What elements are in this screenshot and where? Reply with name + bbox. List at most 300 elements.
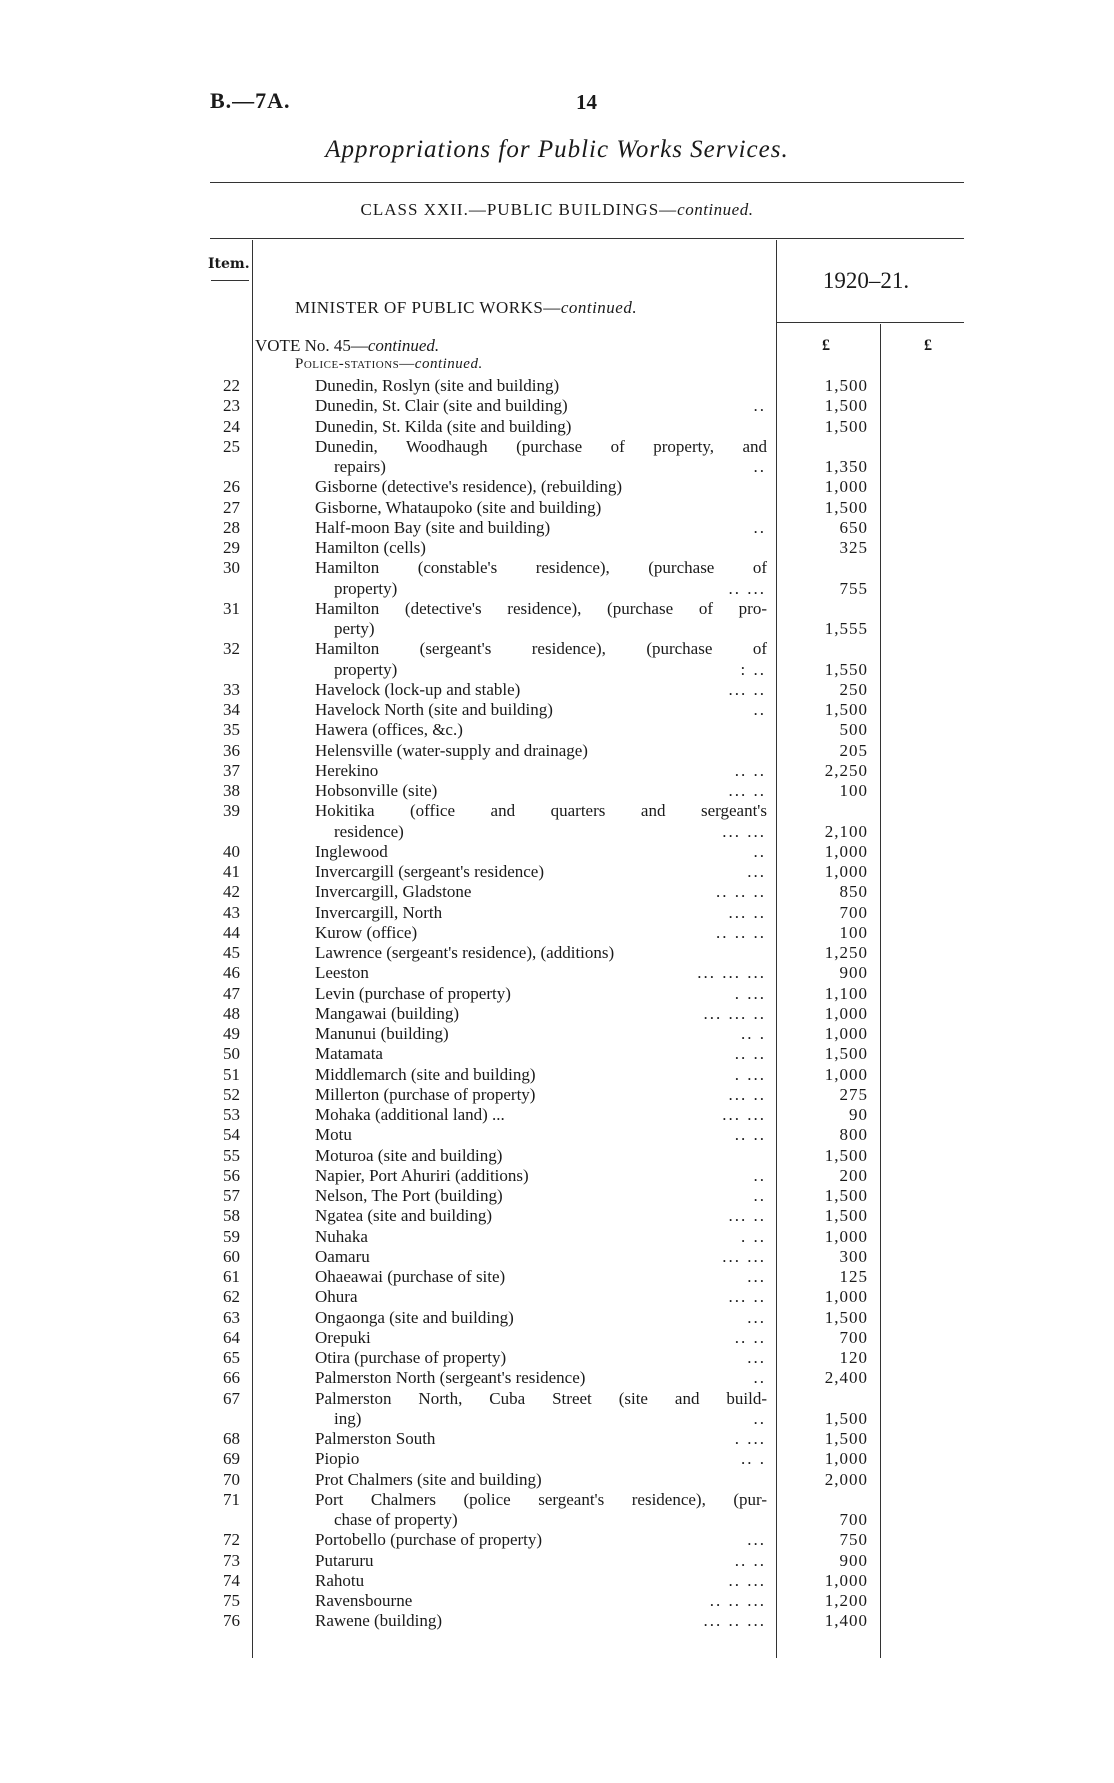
item-number: 38: [223, 781, 240, 800]
item-amount: 200: [839, 1165, 868, 1185]
item-amount: 325: [839, 538, 868, 557]
table-row: [0, 1004, 1114, 1024]
item-amount: 250: [839, 679, 868, 699]
title-rule: [210, 182, 964, 183]
item-description: chase of property): [334, 1510, 458, 1529]
table-row: [0, 862, 1114, 882]
table-row: [0, 1409, 1114, 1429]
item-number: 48: [223, 1003, 240, 1023]
section-heading-main: Police-stations—: [295, 356, 415, 372]
item-description: residence): [334, 821, 404, 841]
leader-dots: ... ..: [728, 1206, 766, 1226]
item-amount: 1,000: [824, 1287, 868, 1307]
table-row: [0, 1571, 1114, 1591]
table-row: [0, 1368, 1114, 1388]
item-amount: 1,350: [824, 457, 868, 476]
item-description: Lawrence (sergeant's residence), (additions): [315, 943, 615, 962]
minister-heading-main: MINISTER OF PUBLIC WORKS—: [295, 298, 561, 317]
item-description: Hamilton (detective's residence), (purchase of pro-: [315, 598, 767, 618]
item-number: 72: [223, 1530, 240, 1550]
leader-dots: ... ...: [722, 821, 766, 841]
table-row: [0, 1065, 1114, 1085]
leader-dots: .. ..: [734, 1125, 766, 1145]
item-description: Inglewood: [315, 841, 388, 861]
leader-dots: ..: [753, 1408, 766, 1428]
item-number: 26: [223, 477, 240, 497]
table-row: [0, 1287, 1114, 1307]
item-amount: 1,500: [824, 1206, 868, 1226]
currency-symbol-total: £: [924, 337, 932, 354]
item-description: Piopio: [315, 1449, 360, 1469]
leader-dots: ... ..: [728, 1287, 766, 1307]
item-amount: 1,250: [824, 943, 868, 962]
item-amount: 120: [839, 1348, 868, 1367]
item-description: Oamaru: [315, 1246, 370, 1266]
table-row: [0, 518, 1114, 538]
table-row: [0, 1206, 1114, 1226]
table-row: [0, 1328, 1114, 1348]
item-description: Hokitika (office and quarters and sergeant's: [315, 801, 767, 821]
table-row: [0, 1024, 1114, 1044]
item-number: 28: [223, 517, 240, 537]
table-row: [0, 498, 1114, 518]
leader-dots: .. ..: [734, 1327, 766, 1347]
item-amount: 755: [839, 578, 868, 598]
vote-heading: [255, 336, 439, 356]
item-amount: 1,400: [824, 1611, 868, 1631]
leader-dots: .. .: [741, 1024, 766, 1043]
item-description: Kurow (office): [315, 922, 418, 942]
item-number: 34: [223, 700, 240, 719]
item-description: Ohura: [315, 1287, 358, 1307]
leader-dots: .. .. ..: [716, 922, 766, 942]
leader-dots: . ...: [734, 983, 766, 1003]
item-number: 54: [223, 1125, 240, 1145]
section-heading-continued: continued.: [414, 356, 483, 372]
leader-dots: .. .: [741, 1449, 766, 1469]
document-title: Appropriations for Public Works Services.: [325, 136, 789, 163]
leader-dots: .. .. ..: [716, 882, 766, 902]
table-row: [0, 680, 1114, 700]
item-description: Hamilton (cells): [315, 538, 426, 557]
item-amount: 650: [839, 517, 868, 537]
table-row: [0, 1044, 1114, 1064]
leader-dots: .. ..: [734, 760, 766, 780]
table-row: [0, 1146, 1114, 1166]
table-row: [0, 1551, 1114, 1571]
table-row: [0, 1611, 1114, 1631]
leader-dots: . ...: [734, 1064, 766, 1084]
year-header: 1920–21.: [822, 268, 910, 293]
item-number: 51: [223, 1064, 240, 1084]
item-amount: 1,500: [824, 1429, 868, 1448]
item-description: Palmerston North, Cuba Street (site and build-: [315, 1388, 767, 1408]
item-header-rule: [211, 280, 249, 281]
minister-heading-continued: continued.: [560, 298, 638, 317]
item-amount: 750: [839, 1530, 868, 1550]
leader-dots: .. ...: [728, 578, 766, 598]
item-description: Prot Chalmers (site and building): [315, 1469, 542, 1489]
leader-dots: .. .. ...: [709, 1591, 766, 1610]
item-amount: 1,000: [824, 1226, 868, 1246]
item-amount: 1,500: [824, 1044, 868, 1064]
item-amount: 1,500: [824, 1408, 868, 1428]
item-number: 67: [223, 1388, 240, 1408]
item-amount: 1,500: [824, 1186, 868, 1205]
table-row: [0, 1449, 1114, 1469]
item-amount: 1,500: [824, 376, 868, 395]
item-amount: 125: [839, 1267, 868, 1286]
item-description: Half-moon Bay (site and building): [315, 517, 551, 537]
item-description: ing): [334, 1408, 362, 1428]
table-row: [0, 1247, 1114, 1267]
table-row: [0, 741, 1114, 761]
table-row: [0, 1389, 1114, 1409]
item-amount: 2,250: [824, 760, 868, 780]
item-description: Herekino: [315, 760, 379, 780]
item-amount: 1,000: [824, 1024, 868, 1043]
item-description: Ngatea (site and building): [315, 1206, 493, 1226]
item-number: 74: [223, 1570, 240, 1590]
item-amount: 2,100: [824, 821, 868, 841]
item-description: Moturoa (site and building): [315, 1145, 503, 1165]
item-description: Ongaonga (site and building): [315, 1307, 514, 1327]
item-amount: 500: [839, 720, 868, 740]
item-amount: 1,500: [824, 700, 868, 719]
item-description: Portobello (purchase of property): [315, 1530, 543, 1550]
item-number: 47: [223, 983, 240, 1003]
table-row: [0, 558, 1114, 578]
table-row: [0, 984, 1114, 1004]
item-description: Palmerston North (sergeant's residence): [315, 1368, 586, 1388]
table-row: [0, 720, 1114, 740]
leader-dots: ... ..: [728, 1084, 766, 1104]
item-amount: 1,000: [824, 862, 868, 881]
item-amount: 205: [839, 740, 868, 760]
item-amount: 1,500: [824, 416, 868, 436]
item-description: Nelson, The Port (building): [315, 1186, 503, 1205]
leader-dots: .. ...: [728, 1570, 766, 1590]
leader-dots: ..: [753, 1368, 766, 1388]
table-row: [0, 1308, 1114, 1328]
item-amount: 1,500: [824, 1307, 868, 1327]
table-row: [0, 1348, 1114, 1368]
table-row: [0, 639, 1114, 659]
table-row: [0, 903, 1114, 923]
table-row: [0, 1166, 1114, 1186]
leader-dots: ..: [753, 396, 766, 416]
table-row: [0, 1470, 1114, 1490]
table-row: [0, 1105, 1114, 1125]
item-description: Matamata: [315, 1044, 383, 1064]
table-row: [0, 437, 1114, 457]
year-header-rule: [776, 322, 964, 323]
item-number: 44: [223, 922, 240, 942]
item-number: 31: [223, 598, 240, 618]
item-amount: 1,500: [824, 1145, 868, 1165]
table-row: [0, 538, 1114, 558]
leader-dots: ...: [747, 1348, 766, 1367]
leader-dots: ..: [753, 457, 766, 476]
item-number: 42: [223, 882, 240, 902]
item-number: 27: [223, 497, 240, 517]
leader-dots: ...: [747, 1530, 766, 1550]
table-row: [0, 943, 1114, 963]
item-description: Mangawai (building): [315, 1003, 459, 1023]
page-number: 14: [576, 90, 597, 114]
item-number: 55: [223, 1145, 240, 1165]
item-number: 64: [223, 1327, 240, 1347]
item-amount: 1,100: [824, 983, 868, 1003]
item-amount: 1,000: [824, 1003, 868, 1023]
leader-dots: ..: [753, 841, 766, 861]
currency-symbol-amount: £: [822, 337, 830, 354]
table-row: [0, 822, 1114, 842]
item-amount: 300: [839, 1246, 868, 1266]
item-description: Millerton (purchase of property): [315, 1084, 536, 1104]
item-number: 56: [223, 1165, 240, 1185]
table-row: [0, 1510, 1114, 1530]
item-description: Gisborne (detective's residence), (rebuilding): [315, 477, 623, 497]
item-number: 45: [223, 943, 240, 962]
item-number: 68: [223, 1429, 240, 1448]
item-amount: 100: [839, 781, 868, 800]
item-amount: 100: [839, 922, 868, 942]
table-row: [0, 781, 1114, 801]
item-number: 43: [223, 902, 240, 922]
item-description: Invercargill (sergeant's residence): [315, 862, 544, 881]
item-amount: 850: [839, 882, 868, 902]
item-number: 73: [223, 1550, 240, 1570]
item-number: 69: [223, 1449, 240, 1469]
item-amount: 800: [839, 1125, 868, 1145]
item-description: Havelock North (site and building): [315, 700, 553, 719]
item-number: 60: [223, 1246, 240, 1266]
table-row: [0, 599, 1114, 619]
table-row: [0, 801, 1114, 821]
item-description: Orepuki: [315, 1327, 371, 1347]
item-number: 76: [223, 1611, 240, 1631]
item-number: 35: [223, 720, 240, 740]
leader-dots: ... ..: [728, 679, 766, 699]
item-amount: 2,000: [824, 1469, 868, 1489]
item-amount: 1,000: [824, 1449, 868, 1469]
item-amount: 1,500: [824, 497, 868, 517]
table-row: [0, 842, 1114, 862]
table-row: [0, 660, 1114, 680]
minister-heading: [295, 298, 637, 318]
item-number: 58: [223, 1206, 240, 1226]
vote-heading-main: VOTE No. 45—: [255, 336, 368, 355]
item-description: Hamilton (sergeant's residence), (purchase of: [315, 639, 767, 659]
item-number: 40: [223, 841, 240, 861]
item-description: Levin (purchase of property): [315, 983, 511, 1003]
table-row: [0, 923, 1114, 943]
table-row: [0, 1530, 1114, 1550]
item-number: 22: [223, 376, 240, 395]
leader-dots: . ..: [741, 1226, 766, 1246]
class-heading: [0, 200, 1114, 220]
item-description: Otira (purchase of property): [315, 1348, 507, 1367]
item-amount: 1,500: [824, 396, 868, 416]
item-description: Invercargill, Gladstone: [315, 882, 472, 902]
item-description: Mohaka (additional land) ...: [315, 1105, 505, 1124]
item-number: 29: [223, 538, 240, 557]
table-row: [0, 761, 1114, 781]
item-description: Motu: [315, 1125, 352, 1145]
item-number: 59: [223, 1226, 240, 1246]
item-description: Rawene (building): [315, 1611, 442, 1631]
leader-dots: ... ...: [722, 1105, 766, 1124]
item-number: 41: [223, 862, 240, 881]
table-row: [0, 1125, 1114, 1145]
item-number: 24: [223, 416, 240, 436]
item-amount: 1,555: [824, 619, 868, 638]
item-amount: 700: [839, 1510, 868, 1529]
leader-dots: ... .. ...: [703, 1611, 766, 1631]
item-description: Dunedin, St. Clair (site and building): [315, 396, 568, 416]
item-number: 23: [223, 396, 240, 416]
page-identifier: B.—7A.: [210, 88, 291, 113]
item-description: Rahotu: [315, 1570, 365, 1590]
table-row: [0, 1267, 1114, 1287]
item-description: Middlemarch (site and building): [315, 1064, 536, 1084]
leader-dots: . ...: [734, 1429, 766, 1448]
item-amount: 700: [839, 1327, 868, 1347]
item-column-header: Item.: [208, 256, 250, 272]
item-description: Ohaeawai (purchase of site): [315, 1267, 506, 1286]
item-number: 62: [223, 1287, 240, 1307]
item-number: 30: [223, 558, 240, 578]
appropriation-entries: [0, 376, 1114, 1632]
table-row: [0, 1429, 1114, 1449]
item-number: 65: [223, 1348, 240, 1367]
item-number: 46: [223, 963, 240, 983]
table-row: [0, 619, 1114, 639]
table-row: [0, 457, 1114, 477]
table-row: [0, 963, 1114, 983]
item-amount: 900: [839, 963, 868, 983]
item-number: 32: [223, 639, 240, 659]
item-description: repairs): [334, 457, 386, 476]
item-description: Leeston: [315, 963, 369, 983]
item-amount: 1,000: [824, 1064, 868, 1084]
table-row: [0, 1085, 1114, 1105]
item-description: Hamilton (constable's residence), (purchase of: [315, 558, 767, 578]
table-row: [0, 1186, 1114, 1206]
leader-dots: ..: [753, 1165, 766, 1185]
item-description: Helensville (water-supply and drainage): [315, 740, 588, 760]
leader-dots: ... ...: [722, 1246, 766, 1266]
leader-dots: ... ... ...: [697, 963, 766, 983]
table-row: [0, 417, 1114, 437]
item-amount: 1,000: [824, 1570, 868, 1590]
item-description: Gisborne, Whataupoko (site and building): [315, 497, 602, 517]
item-amount: 1,000: [824, 477, 868, 497]
leader-dots: ...: [747, 1307, 766, 1327]
table-row: [0, 1490, 1114, 1510]
class-heading-continued: continued.: [677, 200, 754, 219]
leader-dots: ... ..: [728, 781, 766, 800]
item-number: 75: [223, 1591, 240, 1610]
leader-dots: ... ... ..: [703, 1003, 766, 1023]
item-number: 61: [223, 1267, 240, 1286]
table-row: [0, 1227, 1114, 1247]
table-row: [0, 579, 1114, 599]
leader-dots: ..: [753, 700, 766, 719]
table-row: [0, 1591, 1114, 1611]
item-number: 70: [223, 1469, 240, 1489]
vote-heading-continued: continued.: [367, 336, 440, 355]
leader-dots: : ..: [740, 659, 766, 679]
item-number: 36: [223, 740, 240, 760]
leader-dots: .. ..: [734, 1044, 766, 1064]
item-number: 66: [223, 1368, 240, 1388]
item-number: 52: [223, 1084, 240, 1104]
item-number: 71: [223, 1489, 240, 1509]
item-number: 57: [223, 1186, 240, 1205]
table-row: [0, 700, 1114, 720]
leader-dots: .. ..: [734, 1550, 766, 1570]
table-row: [0, 477, 1114, 497]
item-description: Putaruru: [315, 1550, 374, 1570]
item-description: Port Chalmers (police sergeant's residence), (pur-: [315, 1489, 767, 1509]
leader-dots: ...: [747, 862, 766, 881]
item-description: Hobsonville (site): [315, 781, 438, 800]
item-number: 39: [223, 801, 240, 821]
item-description: property): [334, 578, 398, 598]
item-description: Hawera (offices, &c.): [315, 720, 463, 740]
item-description: Palmerston South: [315, 1429, 436, 1448]
leader-dots: ..: [753, 1186, 766, 1205]
leader-dots: ... ..: [728, 902, 766, 922]
item-description: Dunedin, Roslyn (site and building): [315, 376, 560, 395]
item-description: Nuhaka: [315, 1226, 368, 1246]
item-description: Napier, Port Ahuriri (additions): [315, 1165, 529, 1185]
item-amount: 1,550: [824, 659, 868, 679]
item-description: perty): [334, 619, 375, 638]
item-amount: 90: [849, 1105, 868, 1124]
item-number: 63: [223, 1307, 240, 1327]
table-row: [0, 376, 1114, 396]
item-amount: 1,200: [824, 1591, 868, 1610]
item-description: Dunedin, St. Kilda (site and building): [315, 416, 572, 436]
item-number: 37: [223, 760, 240, 780]
item-description: Ravensbourne: [315, 1591, 413, 1610]
item-description: property): [334, 659, 398, 679]
leader-dots: ..: [753, 517, 766, 537]
item-amount: 275: [839, 1084, 868, 1104]
item-amount: 900: [839, 1550, 868, 1570]
item-amount: 2,400: [824, 1368, 868, 1388]
item-number: 50: [223, 1044, 240, 1064]
item-number: 25: [223, 436, 240, 456]
item-number: 33: [223, 679, 240, 699]
table-row: [0, 882, 1114, 902]
item-description: Havelock (lock-up and stable): [315, 679, 521, 699]
section-heading: [295, 356, 483, 373]
item-amount: 1,000: [824, 841, 868, 861]
table-row: [0, 396, 1114, 416]
table-top-rule: [210, 238, 964, 239]
item-number: 49: [223, 1024, 240, 1043]
item-description: Manunui (building): [315, 1024, 449, 1043]
item-number: 53: [223, 1105, 240, 1124]
leader-dots: ...: [747, 1267, 766, 1286]
class-heading-main: CLASS XXII.—PUBLIC BUILDINGS—: [360, 200, 678, 219]
item-description: Invercargill, North: [315, 902, 443, 922]
item-amount: 700: [839, 902, 868, 922]
